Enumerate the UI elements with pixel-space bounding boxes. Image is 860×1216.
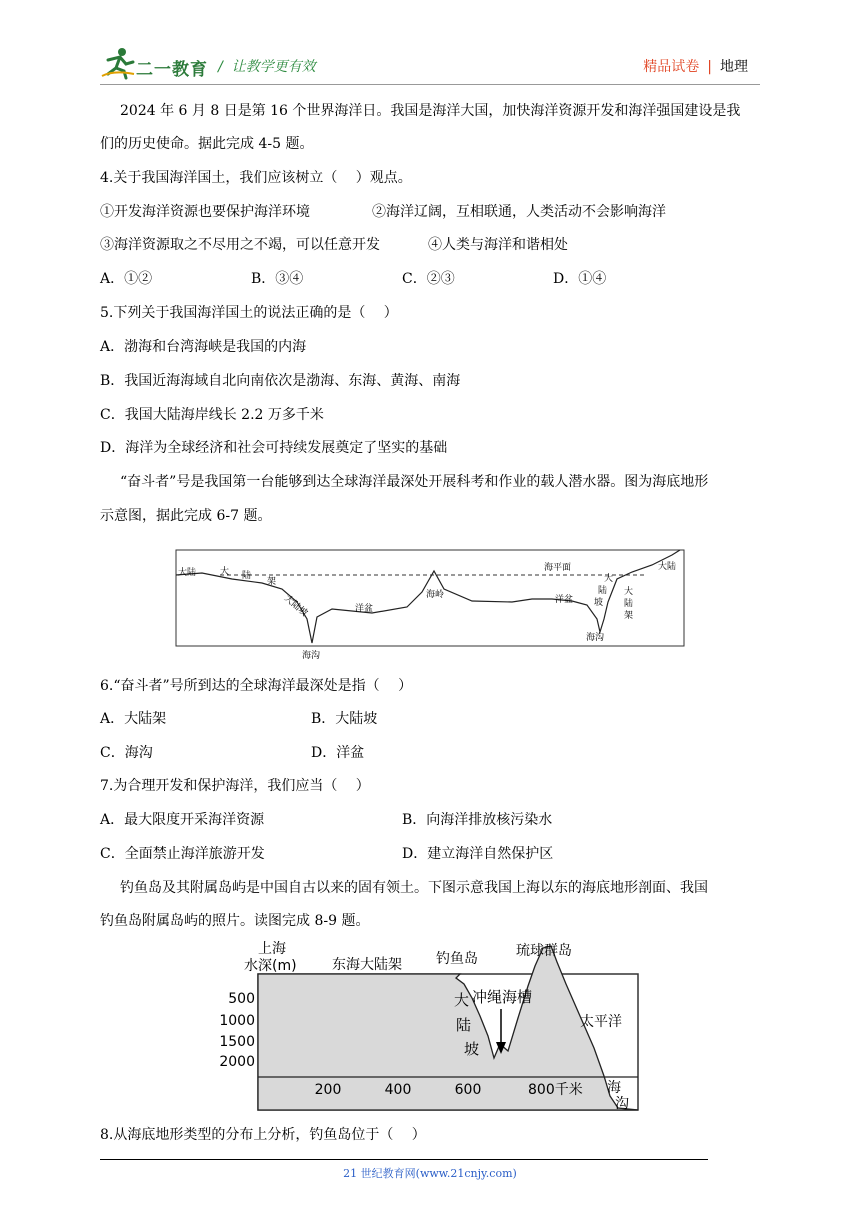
q6-option-a[interactable]: A．大陆架 bbox=[100, 711, 167, 727]
label-pacific: 太平洋 bbox=[580, 1014, 622, 1030]
label-land-right: 大陆 bbox=[658, 562, 677, 572]
label-diaoyu: 钓鱼岛 bbox=[436, 951, 478, 967]
footer-text[interactable]: 21 世纪教育网(www.21cnjy.com) bbox=[343, 1167, 517, 1180]
label-basin-right: 洋盆 bbox=[555, 595, 574, 605]
q5-stem: 5.下列关于我国海洋国土的说法正确的是（ ） bbox=[100, 305, 398, 321]
label-shelf-left-2: 陆 bbox=[242, 571, 252, 581]
x-tick-800: 800千米 bbox=[528, 1082, 583, 1098]
q4-statement-2: ②海洋辽阔，互相联通，人类活动不会影响海洋 bbox=[372, 204, 666, 220]
label-trench-2: 沟 bbox=[615, 1096, 629, 1112]
q7-option-c[interactable]: C．全面禁止海洋旅游开发 bbox=[100, 846, 265, 862]
label-ryukyu: 琉球群岛 bbox=[516, 943, 572, 959]
label-shelf-right-2: 陆 bbox=[624, 599, 634, 609]
material2-line1: “奋斗者”号是我国第一台能够到达全球海洋最深处开展科考和作业的载人潜水器。图为海底地形 bbox=[120, 474, 709, 490]
label-shelf-right-3: 架 bbox=[624, 611, 634, 621]
q4-option-a[interactable]: A．①② bbox=[100, 271, 153, 287]
q8-stem: 8.从海底地形类型的分布上分析，钓鱼岛位于（ ） bbox=[100, 1127, 426, 1143]
q5-option-d[interactable]: D．海洋为全球经济和社会可持续发展奠定了坚实的基础 bbox=[100, 440, 448, 456]
x-tick-600: 600 bbox=[454, 1082, 482, 1098]
label-slope-2: 陆 bbox=[456, 1016, 472, 1034]
label-trench-right: 海沟 bbox=[586, 633, 605, 643]
slogan-text: 让教学更有效 bbox=[231, 59, 316, 75]
q4-option-b[interactable]: B．③④ bbox=[251, 271, 304, 287]
label-slope-3: 坡 bbox=[464, 1040, 480, 1058]
runner-logo-icon bbox=[100, 46, 136, 80]
q4-stem: 4.关于我国海洋国土，我们应该树立（ ）观点。 bbox=[100, 170, 412, 186]
label-land-left: 大陆 bbox=[178, 568, 197, 578]
label-east-sea-shelf: 东海大陆架 bbox=[332, 957, 402, 973]
material1-line2: 们的历史使命。据此完成 4-5 题。 bbox=[100, 136, 314, 152]
q7-option-d[interactable]: D．建立海洋自然保护区 bbox=[402, 846, 554, 862]
q5-option-c[interactable]: C．我国大陆海岸线长 2.2 万多千米 bbox=[100, 407, 324, 423]
q4-option-c[interactable]: C．②③ bbox=[402, 271, 455, 287]
label-okinawa-trough: 冲绳海槽 bbox=[472, 988, 533, 1006]
page-header bbox=[100, 46, 760, 86]
y-tick-500: 500 bbox=[228, 991, 255, 1007]
q5-option-b[interactable]: B．我国近海海域自北向南依次是渤海、东海、黄海、南海 bbox=[100, 373, 461, 389]
q7-option-b[interactable]: B．向海洋排放核污染水 bbox=[402, 812, 553, 828]
x-tick-200: 200 bbox=[314, 1082, 342, 1098]
x-tick-400: 400 bbox=[384, 1082, 412, 1098]
label-slope-right-3: 坡 bbox=[594, 598, 604, 608]
material2-line2: 示意图，据此完成 6-7 题。 bbox=[100, 508, 272, 524]
east-sea-profile-figure bbox=[210, 936, 650, 1116]
y-tick-1500: 1500 bbox=[219, 1034, 255, 1050]
y-tick-2000: 2000 bbox=[219, 1054, 255, 1070]
q6-option-d[interactable]: D．洋盆 bbox=[311, 745, 365, 761]
q4-statement-1: ①开发海洋资源也要保护海洋环境 bbox=[100, 204, 310, 220]
label-shanghai: 上海 bbox=[258, 941, 286, 957]
q7-option-a[interactable]: A．最大限度开采海洋资源 bbox=[100, 812, 265, 828]
slogan: / 让教学更有效 bbox=[218, 59, 316, 75]
logo-text: 二一教育 bbox=[136, 60, 208, 80]
label-shelf-left-1: 大 bbox=[220, 567, 230, 577]
label-shelf-right-1: 大 bbox=[624, 587, 634, 597]
seafloor-profile-figure bbox=[172, 547, 692, 663]
material3-line1: 钓鱼岛及其附属岛屿是中国自古以来的固有领土。下图示意我国上海以东的海底地形剖面、我国 bbox=[120, 880, 708, 896]
q6-option-c[interactable]: C．海沟 bbox=[100, 745, 153, 761]
label-slope-right-1: 大 bbox=[604, 574, 614, 584]
label-trench-1: 海 bbox=[607, 1080, 621, 1096]
header-divider bbox=[100, 84, 760, 85]
label-ridge: 海岭 bbox=[426, 590, 445, 600]
q4-statement-4: ④人类与海洋和谐相处 bbox=[428, 237, 568, 253]
q6-stem: 6.“奋斗者”号所到达的全球海洋最深处是指（ ） bbox=[100, 678, 413, 694]
brand-label: 精品试卷 bbox=[643, 59, 700, 75]
label-trench-left: 海沟 bbox=[302, 651, 321, 661]
label-slope-right-2: 陆 bbox=[598, 586, 608, 596]
material1-line1: 2024 年 6 月 8 日是第 16 个世界海洋日。我国是海洋大国，加快海洋资源开发和海洋强国建设是我 bbox=[120, 103, 741, 119]
label-shelf-left-3: 架 bbox=[267, 577, 277, 587]
label-slope-left: 大陆坡 bbox=[282, 593, 310, 619]
header-right bbox=[643, 56, 748, 76]
q7-stem: 7.为合理开发和保护海洋，我们应当（ ） bbox=[100, 778, 370, 794]
q4-option-d[interactable]: D．①④ bbox=[553, 271, 607, 287]
label-slope-1: 大 bbox=[454, 991, 470, 1009]
q4-statement-3: ③海洋资源取之不尽用之不竭，可以任意开发 bbox=[100, 237, 380, 253]
label-basin-left: 洋盆 bbox=[355, 604, 374, 614]
material3-line2: 钓鱼岛附属岛屿的照片。读图完成 8-9 题。 bbox=[100, 913, 370, 929]
label-sea-level: 海平面 bbox=[544, 563, 572, 573]
header-separator: | bbox=[707, 59, 712, 75]
y-tick-1000: 1000 bbox=[219, 1013, 255, 1029]
footer-divider bbox=[100, 1159, 708, 1160]
subject-label: 地理 bbox=[720, 59, 748, 75]
q5-option-a[interactable]: A．渤海和台湾海峡是我国的内海 bbox=[100, 339, 307, 355]
label-depth: 水深(m) bbox=[244, 958, 297, 974]
q6-option-b[interactable]: B．大陆坡 bbox=[311, 711, 378, 727]
